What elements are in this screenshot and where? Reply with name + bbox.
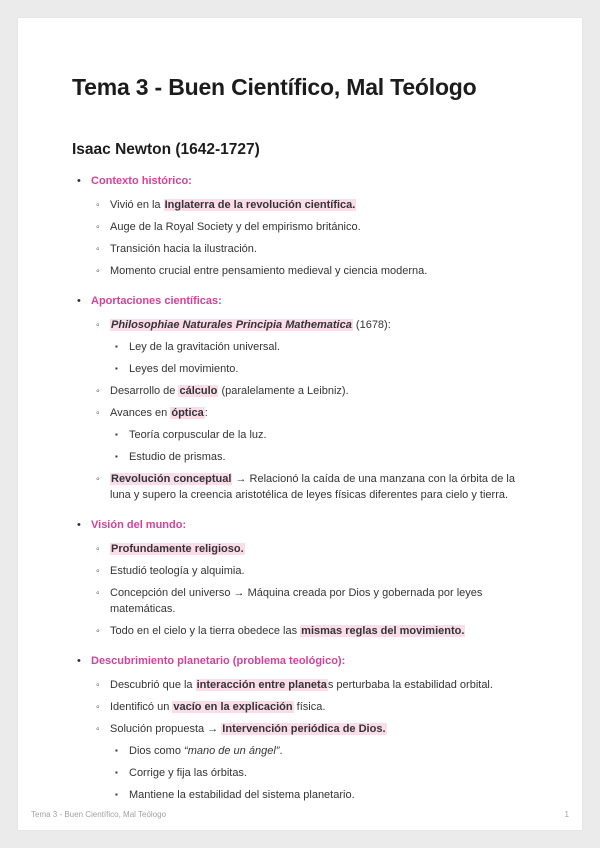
item-text [110, 541, 532, 557]
bullet-circle-icon: ◦ [96, 407, 100, 419]
page-title: Tema 3 - Buen Científico, Mal Teólogo [72, 74, 477, 100]
item-text [110, 699, 532, 715]
highlighted-text: Inglaterra de la revolución científica. [164, 199, 356, 211]
list-subitem [72, 743, 532, 759]
section-contexto-historico [72, 173, 532, 279]
text-segment: Estudio de prismas. [129, 451, 226, 463]
bullet-square-icon: ▪ [115, 430, 118, 439]
bullet-square-icon: ▪ [115, 364, 118, 373]
list-subitem [72, 427, 532, 443]
item-text [110, 317, 532, 333]
item-text [110, 471, 532, 503]
text-segment: Momento crucial entre pensamiento medieval y ciencia moderna. [110, 265, 428, 277]
list-subitem [72, 449, 532, 465]
bullet-circle-icon: ◦ [96, 679, 100, 691]
highlighted-text: Revolución conceptual [111, 473, 232, 485]
item-text [110, 563, 532, 579]
bullet-icon: • [77, 519, 81, 531]
text-segment: (1678): [352, 319, 391, 331]
section-heading: Isaac Newton (1642-1727) [72, 141, 260, 158]
text-segment: : [204, 407, 208, 419]
list-item [72, 541, 532, 557]
italic-text: “mano de un ángel” [184, 745, 280, 757]
text-segment: Concepción del universo → Máquina creada por Dios y gobernada por leyes matemáticas. [110, 587, 483, 615]
bullet-circle-icon: ◦ [96, 243, 100, 255]
bullet-circle-icon: ◦ [96, 319, 100, 331]
section-aportaciones-cientificas [72, 293, 532, 503]
list-item [72, 563, 532, 579]
section-title: Contexto histórico: [91, 175, 192, 187]
section-header-row [72, 173, 532, 189]
section-header-row [72, 653, 532, 669]
highlighted-text: cálculo [179, 385, 218, 397]
list-item [72, 721, 532, 737]
item-text [129, 449, 532, 465]
bullet-circle-icon: ◦ [96, 625, 100, 637]
text-segment: Mantiene la estabilidad del sistema planetario. [129, 789, 355, 801]
list-item [72, 241, 532, 257]
item-text [129, 743, 532, 759]
highlighted-text: interacción entre planeta [196, 679, 327, 691]
bullet-circle-icon: ◦ [96, 385, 100, 397]
highlighted-text: óptica [171, 407, 204, 419]
bullet-circle-icon: ◦ [96, 587, 100, 599]
section-title: Descubrimiento planetario (problema teológico): [91, 655, 346, 667]
list-item [72, 263, 532, 279]
bullet-square-icon: ▪ [115, 342, 118, 351]
bullet-circle-icon: ◦ [96, 473, 100, 485]
highlighted-text: Philosophiae Naturales Principia Mathematica [111, 319, 352, 331]
list-item [72, 471, 532, 503]
list-subitem [72, 339, 532, 355]
bullet-circle-icon: ◦ [96, 723, 100, 735]
bullet-circle-icon: ◦ [96, 565, 100, 577]
text-segment: Estudió teología y alquimia. [110, 565, 245, 577]
item-text [129, 361, 532, 377]
text-segment: Transición hacia la ilustración. [110, 243, 257, 255]
highlighted-text: Profundamente religioso. [111, 543, 244, 555]
item-text [110, 219, 532, 235]
section-descubrimiento-planetario [72, 653, 532, 803]
footer-title: Tema 3 - Buen Científico, Mal Teólogo [31, 810, 167, 819]
item-text [110, 197, 532, 213]
item-text [110, 405, 532, 421]
section-header-row [72, 293, 532, 309]
text-segment: (paralelamente a Leibniz). [218, 385, 349, 397]
list-item [72, 405, 532, 421]
section-header-row [72, 517, 532, 533]
item-text [129, 427, 532, 443]
item-text [129, 787, 532, 803]
item-text [110, 383, 532, 399]
text-segment: física. [293, 701, 326, 713]
bullet-circle-icon: ◦ [96, 265, 100, 277]
highlighted-text: mismas reglas del movimiento. [301, 625, 465, 637]
section-title: Aportaciones científicas: [91, 295, 222, 307]
document-page [18, 18, 582, 830]
section-title: Visión del mundo: [91, 519, 187, 531]
item-text [110, 585, 532, 617]
text-segment: Identificó un [110, 701, 173, 713]
list-subitem [72, 765, 532, 781]
list-subitem [72, 361, 532, 377]
bullet-icon: • [77, 175, 81, 187]
item-text [129, 339, 532, 355]
text-segment: Leyes del movimiento. [129, 363, 239, 375]
list-item [72, 219, 532, 235]
text-segment: . [279, 745, 283, 757]
page-footer [31, 810, 569, 819]
text-segment: Corrige y fija las órbitas. [129, 767, 247, 779]
highlighted-text: Intervención periódica de Dios. [222, 723, 386, 735]
text-segment: s perturbaba la estabilidad orbital. [327, 679, 493, 691]
bullet-circle-icon: ◦ [96, 221, 100, 233]
bullet-square-icon: ▪ [115, 768, 118, 777]
section-vision-del-mundo [72, 517, 532, 639]
text-segment: Vivió en la [110, 199, 164, 211]
list-item [72, 317, 532, 333]
text-segment: Todo en el cielo y la tierra obedece las [110, 625, 301, 637]
item-text [110, 623, 532, 639]
bullet-circle-icon: ◦ [96, 199, 100, 211]
text-segment: Dios como [129, 745, 185, 757]
bullet-square-icon: ▪ [115, 790, 118, 799]
text-segment: Teoría corpuscular de la luz. [129, 429, 267, 441]
list-item [72, 677, 532, 693]
text-segment: Auge de la Royal Society y del empirismo británico. [110, 221, 361, 233]
bullet-icon: • [77, 655, 81, 667]
text-segment: → Relacionó la caída de una manzana con la órbita de la luna y supero la creencia aristotélica de leyes físicas diferentes para cielo y tierra. [110, 473, 515, 501]
list-item [72, 623, 532, 639]
bullet-circle-icon: ◦ [96, 543, 100, 555]
item-text [110, 721, 532, 737]
text-segment: Descubrió que la [110, 679, 196, 691]
text-segment: Avances en [110, 407, 171, 419]
item-text [110, 263, 532, 279]
bullet-circle-icon: ◦ [96, 701, 100, 713]
text-segment: Desarrollo de [110, 385, 179, 397]
list-item [72, 383, 532, 399]
highlighted-text: vacío en la explicación [173, 701, 293, 713]
bullet-square-icon: ▪ [115, 452, 118, 461]
list-item [72, 699, 532, 715]
text-segment: Ley de la gravitación universal. [129, 341, 281, 353]
item-text [110, 241, 532, 257]
item-text [129, 765, 532, 781]
bullet-square-icon: ▪ [115, 746, 118, 755]
footer-page-number: 1 [564, 810, 569, 819]
item-text [110, 677, 532, 693]
list-item [72, 585, 532, 617]
text-segment: Solución propuesta → [110, 723, 222, 735]
bullet-icon: • [77, 295, 81, 307]
list-item [72, 197, 532, 213]
list-subitem [72, 787, 532, 803]
